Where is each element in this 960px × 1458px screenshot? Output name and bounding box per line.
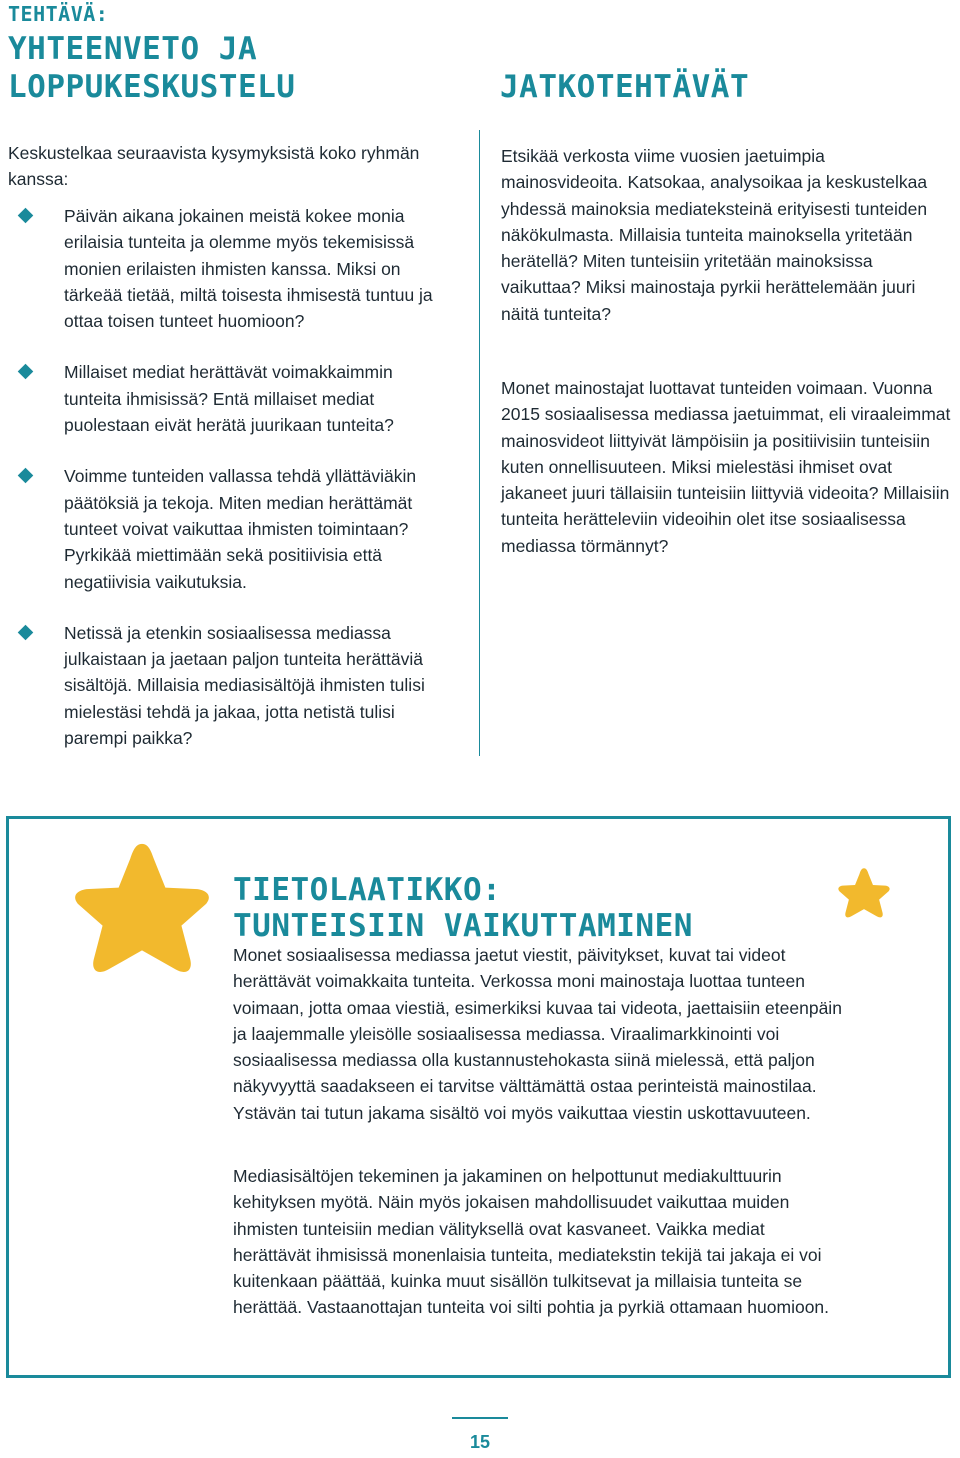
column-divider [479, 130, 480, 756]
star-icon [836, 866, 892, 922]
question-text: Voimme tunteiden vallassa tehdä yllättäviäkin päätöksiä ja tekoja. Miten median herättämät tunteet voivat vaikuttaa ihmisten toimintaan? Pyrkikää miettimään sekä positiivisia että negatiivisia vaikutuksia. [64, 466, 417, 592]
diamond-bullet-icon [18, 208, 34, 224]
question-list [8, 203, 468, 776]
diamond-bullet-icon [18, 625, 34, 641]
followup-title: JATKOTEHTÄVÄT [500, 69, 750, 105]
infobox-paragraph-1: Monet sosiaalisessa mediassa jaetut viestit, päivitykset, kuvat tai videot herättävät voimakkaita tunteita. Verkossa moni mainostaja luottaa tunteen voimaan, jotta omaa viestiä, esimerkiksi kuvaa tai videota, jaettaisiin eteenpäin ja laajemmalle yleisölle sosiaalisessa mediassa. Viraalimarkkinointi voi sosiaalisessa mediassa olla kustannustehokasta siinä mielessä, että paljon näkyvyyttä saadakseen ei tarvitse välttämättä ostaa perinteistä mainostilaa. Ystävän tai tutun jakama sisältö voi myös vaikuttaa viestin uskottavuuteen. [233, 945, 842, 1123]
infobox-title-line2: TUNTEISIIN VAIKUTTAMINEN [233, 908, 693, 944]
list-item [8, 463, 428, 594]
list-item [8, 359, 398, 438]
followup-paragraph-1: Etsikää verkosta viime vuosien jaetuimpia mainosvideoita. Katsokaa, analysoikaa ja keskustelkaa yhdessä mainoksia mediateksteinä erityisesti tunteiden näkökulmasta. Millaisia tunteita mainoksella yritetään herätellä? Miten tunteisiin yritetään mainoksissa vaikuttaa? Miksi mainostaja pyrkii herättelemään juuri näitä tunteita? [501, 146, 928, 324]
page-number: 15 [469, 1432, 491, 1452]
diamond-bullet-icon [18, 364, 34, 380]
task-title-line2: LOPPUKESKUSTELU [8, 69, 296, 105]
infobox-title-line1: TIETOLAATIKKO: [233, 872, 502, 908]
list-item [8, 620, 444, 751]
star-icon [68, 838, 216, 984]
infobox-paragraph-2: Mediasisältöjen tekeminen ja jakaminen on helpottunut mediakulttuurin kehityksen myötä. Näin myös jokaisen mahdollisuudet vaikuttaa muiden ihmisten tunteisiin median välityksellä ovat kasvaneet. Vaikka mediat herättävät ihmisissä monenlaisia tunteita, mediatekstin tekijä tai jakaja ei voi kuitenkaan päättää, kuinka muut sisällön tulkitsevat ja millaisia tunteita se herättää. Vastaanottajan tunteita voi silti pohtia ja pyrkiä ottamaan huomioon. [233, 1166, 830, 1318]
followup-paragraph-2: Monet mainostajat luottavat tunteiden voimaan. Vuonna 2015 sosiaalisessa mediassa jaetuimmat, eli viraaleimmat mainosvideot liittyivät lämpöisiin ja positiivisiin tunteisiin kuten onnellisuuteen. Miksi mielestäsi ihmiset ovat jakaneet juuri tällaisiin tunteisiin liittyviä videoita? Millaisiin tunteita herätteleviin videoihin olet itse sosiaalisessa mediassa törmännyt? [501, 378, 951, 556]
task-title-line1: YHTEENVETO JA [8, 31, 258, 67]
task-intro: Keskustelkaa seuraavista kysymyksistä koko ryhmän kanssa: [8, 143, 420, 190]
page-number-rule [452, 1417, 508, 1419]
question-text: Päivän aikana jokainen meistä kokee monia erilaisia tunteita ja olemme myös tekemisissä monien erilaisten ihmisten kanssa. Miksi on tärkeää tietää, miltä toisesta ihmisestä tuntuu ja ottaa toisen tunteet huomioon? [64, 206, 433, 332]
question-text: Millaiset mediat herättävät voimakkaimmin tunteita ihmisissä? Entä millaiset mediat puolestaan eivät herätä juurikaan tunteita? [64, 362, 394, 436]
task-label: TEHTÄVÄ: [8, 2, 109, 26]
question-text: Netissä ja etenkin sosiaalisessa mediassa julkaistaan ja jaetaan paljon tunteita herättäviä sisältöjä. Millaisia mediasisältöjä ihmisten tulisi mielestäsi tehdä ja jakaa, jotta netistä tulisi parempi paikka? [64, 622, 425, 749]
infobox-title [233, 872, 693, 944]
task-title [8, 30, 295, 106]
list-item [8, 203, 448, 334]
diamond-bullet-icon [18, 468, 34, 484]
